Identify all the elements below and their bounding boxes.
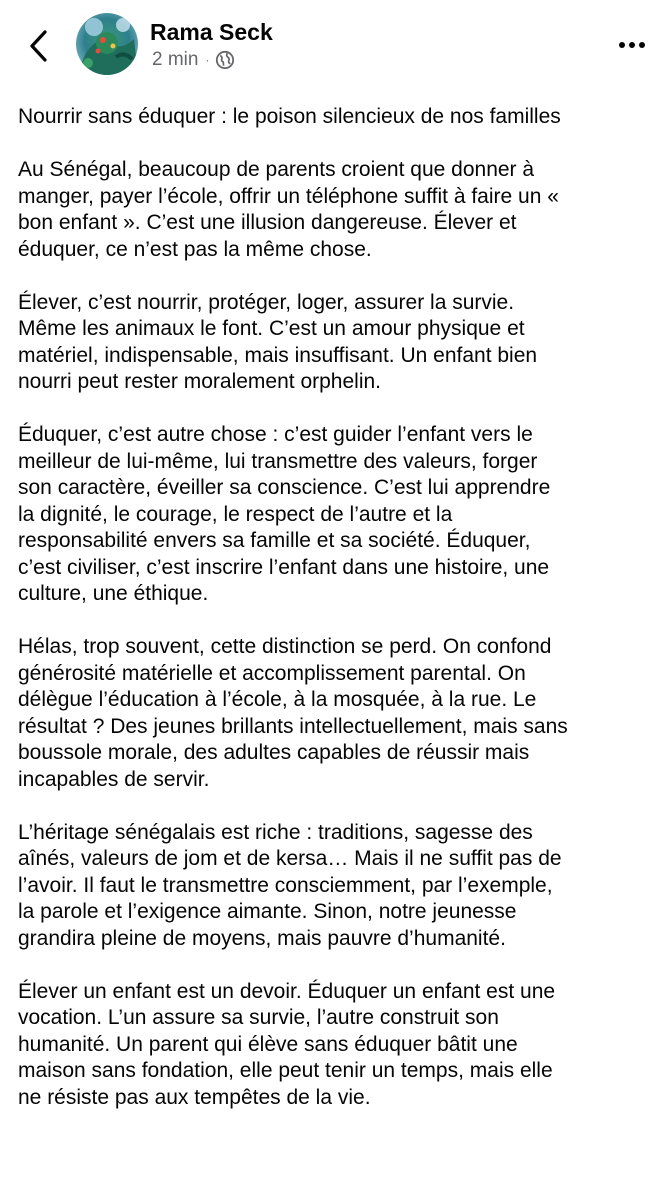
text-line: son caractère, éveiller sa conscience. C’est lui apprendre (18, 476, 551, 499)
text-line: résultat ? Des jeunes brillants intellectuellement, mais sans (18, 714, 568, 738)
text-line: nourri peut rester moralement orphelin. (18, 370, 382, 393)
text-line: grandira pleine de moyens, mais pauvre d’humanité. (18, 926, 506, 950)
text-line: bon enfant ». C’est une illusion dangereuse. Élever et (18, 211, 517, 234)
text-line: matériel, indispensable, mais insuffisant. Un enfant bien (18, 343, 538, 367)
text-line: délègue l’éducation à l’école, à la mosquée, à la rue. Le (18, 688, 537, 711)
text-line: meilleur de lui-même, lui transmettre des valeurs, forger (18, 449, 538, 473)
post-paragraph (18, 820, 658, 953)
text-line: ne résiste pas aux tempêtes de la vie. (18, 1085, 371, 1109)
text-line: la parole et l’exigence aimante. Sinon, notre jeunesse (18, 900, 517, 923)
text-line: L’héritage sénégalais est riche : traditions, sagesse des (18, 820, 533, 844)
text-line: incapables de servir. (18, 767, 210, 791)
author-name[interactable]: Rama Seck (150, 19, 273, 45)
text-line: c’est civiliser, c’est inscrire l’enfant dans une histoire, une (18, 555, 550, 579)
meta-separator: · (205, 53, 210, 67)
back-button[interactable] (22, 26, 54, 66)
post-body (18, 104, 658, 1111)
text-line: vocation. L’un assure sa survie, l’autre construit son (18, 1006, 499, 1029)
avatar-image (76, 13, 138, 75)
post-paragraph (18, 979, 658, 1112)
text-line: humanité. Un parent qui élève sans éduquer bâtit une (18, 1032, 518, 1056)
chevron-left-icon (28, 29, 48, 63)
text-line: Nourrir sans éduquer : le poison silencieux de nos familles (18, 105, 561, 128)
more-options-button[interactable] (612, 30, 652, 60)
post-paragraph (18, 422, 658, 608)
text-line: boussole morale, des adultes capables de réussir mais (18, 741, 530, 764)
text-line: Élever un enfant est un devoir. Éduquer un enfant est une (18, 979, 556, 1003)
text-line: Au Sénégal, beaucoup de parents croient que donner à (18, 158, 535, 181)
text-line: Hélas, trop souvent, cette distinction se perd. On confond (18, 635, 552, 658)
post-paragraph (18, 634, 658, 793)
globe-icon[interactable] (215, 50, 235, 70)
post-title (18, 104, 658, 131)
text-line: Même les animaux le font. C’est un amour physique et (18, 317, 525, 340)
text-line: éduquer, ce n’est pas la même chose. (18, 237, 372, 261)
text-line: responsabilité envers sa famille et sa société. Éduquer, (18, 529, 531, 552)
more-horizontal-icon (619, 42, 625, 48)
post-paragraph (18, 157, 658, 263)
post-timestamp[interactable]: 2 min (152, 49, 199, 70)
text-line: Éduquer, c’est autre chose : c’est guider l’enfant vers le (18, 423, 533, 446)
text-line: Élever, c’est nourrir, protéger, loger, assurer la survie. (18, 290, 515, 314)
post-paragraph (18, 290, 658, 396)
text-line: la dignité, le courage, le respect de l’autre et la (18, 502, 453, 526)
post-meta (152, 49, 235, 71)
text-line: maison sans fondation, elle peut tenir un temps, mais elle (18, 1059, 553, 1082)
avatar[interactable] (76, 13, 138, 75)
text-line: générosité matérielle et accomplissement parental. On (18, 661, 526, 685)
post-header (0, 0, 670, 92)
text-line: manger, payer l’école, offrir un téléphone suffit à faire un « (18, 184, 559, 208)
text-line: aînés, valeurs de jom et de kersa… Mais il ne suffit pas de (18, 847, 562, 870)
text-line: l’avoir. Il faut le transmettre consciemment, par l’exemple, (18, 873, 553, 897)
text-line: culture, une éthique. (18, 582, 209, 605)
